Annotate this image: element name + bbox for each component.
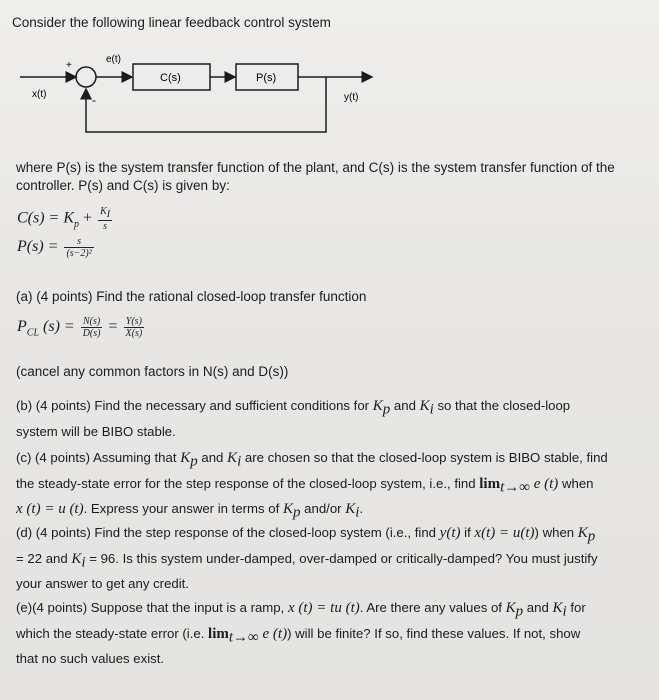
error-label: e(t) <box>106 54 121 65</box>
ki-sub: i <box>81 554 86 571</box>
ki-symbol: K <box>552 600 563 616</box>
ki-symbol: K <box>345 501 356 518</box>
part-c <box>16 447 641 524</box>
description-line-1: where P(s) is the system transfer function of the plant, and C(s) is the system transfer function of the <box>16 160 615 175</box>
kp-symbol: K <box>372 398 383 414</box>
ki-sub: i <box>237 453 242 470</box>
closed-loop-equation <box>17 316 146 339</box>
part-e-text-1: (e)(4 points) Suppose that the input is a ramp, <box>16 600 288 615</box>
kp-symbol: K <box>505 600 516 616</box>
part-a: (a) (4 points) Find the rational closed-loop transfer function <box>16 289 367 304</box>
part-d-text-4: your answer to get any credit. <box>16 576 189 592</box>
output-label: y(t) <box>344 92 359 103</box>
part-e-text-6: that no such values exist. <box>16 651 165 667</box>
part-b <box>16 395 641 442</box>
c-den: s <box>98 220 112 232</box>
part-e-text-4: which the steady-state error (i.e. <box>16 625 209 641</box>
part-d-text-1: (d) (4 points) Find the step response of the closed-loop system (i.e., find <box>16 525 440 540</box>
part-d-text-3: = 96. Is this system under-damped, over-damped or critically-damped? You must justify <box>85 550 598 566</box>
p-den: (s−2)² <box>66 248 92 259</box>
pcl-arg: (s) = <box>39 318 79 336</box>
c-fraction <box>98 206 112 232</box>
ki-symbol: K <box>71 550 82 567</box>
ki-symbol: K <box>419 398 430 414</box>
ramp-input-expression: x (t) = tu (t) <box>287 600 360 616</box>
c-num: K <box>100 206 107 217</box>
kp-sub: p <box>587 528 596 545</box>
plus-sign: + <box>66 60 72 71</box>
limit-sub: t→∞ <box>228 629 259 646</box>
controller-label: C(s) <box>160 72 181 84</box>
part-c-and: and <box>197 450 228 465</box>
part-b-text-2: so that the closed-loop <box>433 398 571 413</box>
pcl-den1: D(s) <box>82 328 101 339</box>
ki-sub: i <box>562 603 567 620</box>
ki-symbol: K <box>227 450 238 466</box>
part-e-text-5: ) will be finite? If so, find these values. If not, show <box>287 625 581 641</box>
part-e-text-2: . Are there any values of <box>359 600 506 615</box>
c-sub: p <box>74 218 80 230</box>
part-c-text-3: the steady-state error for the step response of the closed-loop system, i.e., find <box>16 475 480 491</box>
part-d <box>16 522 641 594</box>
kp-sub: p <box>515 603 524 620</box>
input-expression: x(t) = u(t) <box>474 525 535 541</box>
output-expression: y(t) <box>439 525 461 541</box>
c-num-sub: I <box>106 209 111 220</box>
part-a-note: (cancel any common factors in N(s) and D(s)) <box>16 364 289 379</box>
pcl-eq: = <box>104 318 122 336</box>
plant-label: P(s) <box>256 72 277 84</box>
kp-sub: p <box>190 453 198 470</box>
pcl-num2: Y(s) <box>125 316 142 327</box>
input-label: x(t) <box>32 89 47 100</box>
part-c-text-4: when <box>558 475 594 491</box>
part-e <box>16 597 641 669</box>
part-b-text-3: system will be BIBO stable. <box>16 423 176 439</box>
error-function: e (t) <box>258 625 288 642</box>
part-c-text-5: . Express your answer in terms of <box>83 501 283 517</box>
limit-sub: t→∞ <box>500 479 530 496</box>
step-input-expression: x (t) = u (t) <box>16 501 84 518</box>
minus-sign: - <box>92 93 96 107</box>
p-num: s <box>77 236 82 247</box>
pcl-lhs: P <box>17 318 27 336</box>
pcl-fraction-1 <box>81 316 103 339</box>
kp-symbol: K <box>180 450 191 466</box>
part-c-text-1: (c) (4 points) Assuming that <box>16 450 181 465</box>
kp-symbol: K <box>282 501 293 518</box>
p-fraction <box>64 236 93 259</box>
part-e-text-3: for <box>566 600 586 615</box>
p-lhs: P(s) = <box>17 238 63 256</box>
part-c-text-2: are chosen so that the closed-loop system is BIBO stable, find <box>241 450 608 465</box>
part-d-text-2: = 22 and <box>16 550 72 566</box>
feedback-path <box>86 77 326 132</box>
error-function: e (t) <box>529 475 559 492</box>
pcl-num1: N(s) <box>82 316 101 327</box>
kp-sub: p <box>292 504 301 521</box>
part-c-period: . <box>359 501 364 517</box>
limit-symbol: lim <box>479 475 501 492</box>
kp-symbol: K <box>577 525 588 541</box>
pcl-fraction-2 <box>124 316 145 339</box>
kp-sub: p <box>382 401 391 418</box>
page-title: Consider the following linear feedback control system <box>12 15 331 30</box>
part-e-and: and <box>523 600 553 615</box>
part-c-andor: and/or <box>300 501 346 517</box>
summing-junction <box>76 67 96 87</box>
limit-symbol: lim <box>208 625 229 642</box>
plant-equation <box>17 236 96 259</box>
controller-equation <box>17 206 114 232</box>
ki-sub: i <box>429 401 434 418</box>
c-lhs: C(s) = K <box>17 209 75 227</box>
pcl-den2: X(s) <box>125 328 143 339</box>
description-line-2: controller. P(s) and C(s) is given by: <box>16 178 230 193</box>
pcl-sub: CL <box>26 327 40 339</box>
c-plus: + <box>79 209 97 227</box>
part-d-if: if <box>460 525 475 540</box>
ki-sub: i <box>355 504 360 521</box>
part-b-text-1: (b) (4 points) Find the necessary and sufficient conditions for <box>16 398 373 413</box>
part-d-when: ) when <box>534 525 578 540</box>
part-b-and: and <box>390 398 420 413</box>
